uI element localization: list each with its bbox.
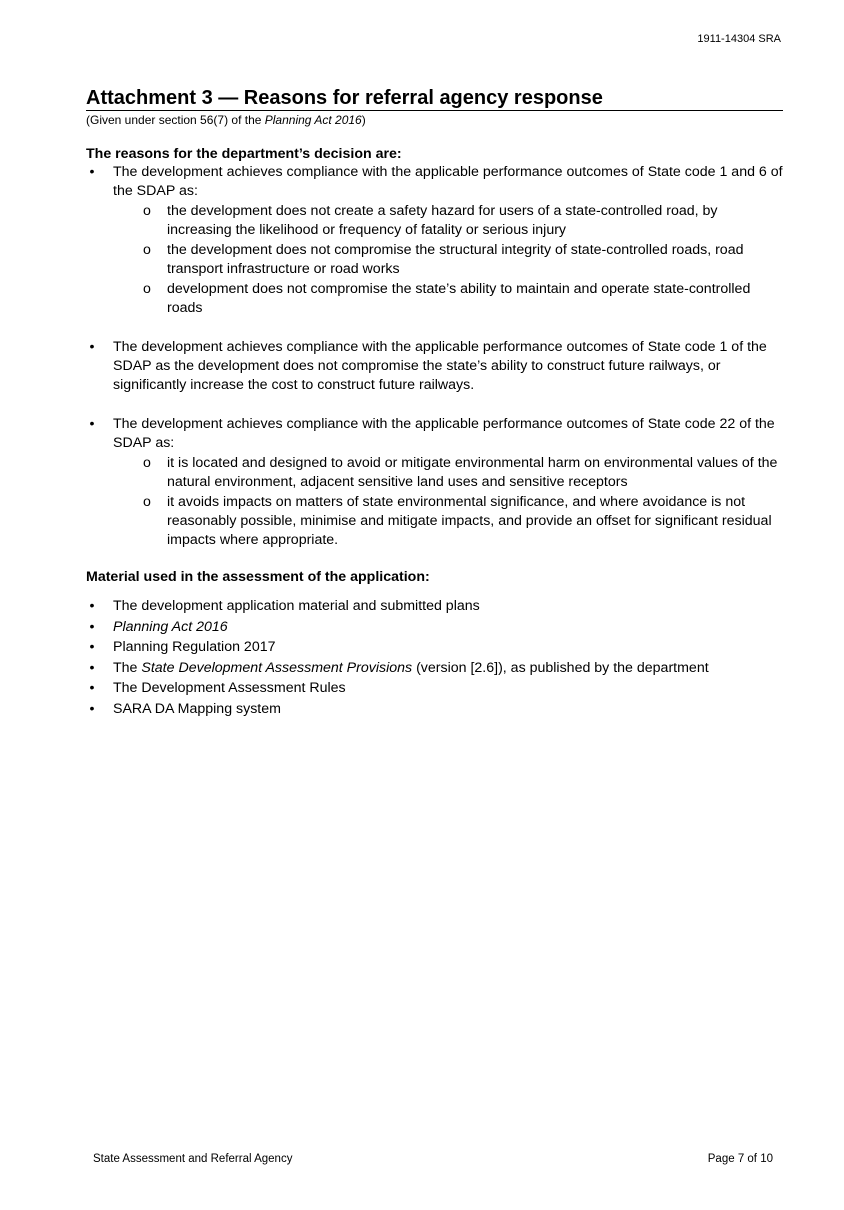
subtitle-suffix: ) bbox=[361, 113, 366, 127]
reasons-list bbox=[86, 163, 786, 550]
sub-bullet-icon: o bbox=[143, 494, 151, 510]
bullet-icon: • bbox=[89, 598, 95, 614]
material-text-prefix: The bbox=[113, 659, 142, 676]
attachment-title: Attachment 3 — Reasons for referral agency response bbox=[86, 87, 603, 109]
material-text: The development application material and submitted plans bbox=[113, 598, 480, 614]
material-text: Planning Regulation 2017 bbox=[113, 639, 276, 655]
attachment-subtitle bbox=[86, 113, 366, 128]
subtitle-prefix: (Given under section 56(7) of the bbox=[86, 113, 265, 127]
bullet-icon: • bbox=[89, 700, 95, 717]
material-item bbox=[86, 700, 786, 719]
reason-sub-item bbox=[113, 280, 786, 318]
material-item bbox=[86, 618, 786, 637]
material-text: The Development Assessment Rules bbox=[113, 680, 346, 696]
reason-sub-text: the development does not create a safety hazard for users of a state-controlled road, by increasing the likelihood or frequency of fatality or serious injury bbox=[167, 203, 718, 238]
reason-text: The development achieves compliance with the applicable performance outcomes of State code 22 of the SDAP as: bbox=[113, 416, 775, 451]
document-reference: 1911-14304 SRA bbox=[697, 33, 781, 45]
reason-sub-item bbox=[113, 454, 786, 492]
material-text: Planning Act 2016 bbox=[113, 618, 228, 635]
material-list bbox=[86, 597, 786, 719]
bullet-icon: • bbox=[89, 680, 95, 696]
bullet-icon: • bbox=[89, 164, 95, 180]
material-text: SARA DA Mapping system bbox=[113, 700, 281, 717]
reasons-heading: The reasons for the department’s decision are: bbox=[86, 146, 402, 162]
footer-page-number: Page 7 of 10 bbox=[707, 1153, 773, 1165]
reason-sub-text: it avoids impacts on matters of state environmental significance, and where avoidance is not reasonably possible, minimise and mitigate impacts, and provide an offset for significant residual impacts where appropriate. bbox=[167, 494, 772, 548]
reason-text: The development achieves compliance with the applicable performance outcomes of State code 1 and 6 of the SDAP as: bbox=[113, 164, 783, 199]
sub-bullet-icon: o bbox=[143, 281, 151, 297]
reason-text: The development achieves compliance with the applicable performance outcomes of State code 1 of the SDAP as the development does not compromise the state’s ability to construct future railways, or significantly increase the cost to construct future railways. bbox=[113, 339, 767, 393]
sub-bullet-icon: o bbox=[143, 203, 151, 219]
reason-item bbox=[86, 163, 786, 318]
reason-sub-text: the development does not compromise the structural integrity of state-controlled roads, road transport infrastructure or road works bbox=[167, 242, 744, 277]
reason-sub-list bbox=[113, 202, 786, 318]
bullet-icon: • bbox=[89, 659, 95, 676]
bullet-icon: • bbox=[89, 339, 95, 355]
reason-item bbox=[86, 415, 786, 550]
sub-bullet-icon: o bbox=[143, 455, 151, 471]
footer-agency: State Assessment and Referral Agency bbox=[93, 1153, 293, 1165]
bullet-icon: • bbox=[89, 639, 95, 655]
reason-sub-item bbox=[113, 202, 786, 240]
material-item bbox=[86, 679, 786, 698]
reason-sub-text: development does not compromise the state’s ability to maintain and operate state-controlled roads bbox=[167, 281, 751, 316]
reason-sub-item bbox=[113, 493, 786, 550]
subtitle-act-name: Planning Act 2016 bbox=[264, 113, 362, 127]
reason-sub-item bbox=[113, 241, 786, 279]
attachment-heading-block bbox=[86, 86, 783, 111]
reason-sub-list bbox=[113, 454, 786, 550]
reason-item bbox=[86, 338, 786, 395]
material-heading: Material used in the assessment of the application: bbox=[86, 569, 430, 585]
material-text-suffix: (version [2.6]), as published by the department bbox=[412, 659, 709, 676]
material-item bbox=[86, 597, 786, 616]
sub-bullet-icon: o bbox=[143, 242, 151, 258]
bullet-icon: • bbox=[89, 618, 95, 635]
document-body bbox=[86, 145, 786, 720]
reason-sub-text: it is located and designed to avoid or mitigate environmental harm on environmental values of the natural environment, adjacent sensitive land uses and sensitive receptors bbox=[167, 455, 778, 490]
bullet-icon: • bbox=[89, 416, 95, 432]
material-text-italic: State Development Assessment Provisions bbox=[141, 659, 413, 676]
material-item bbox=[86, 659, 786, 678]
material-item bbox=[86, 638, 786, 657]
